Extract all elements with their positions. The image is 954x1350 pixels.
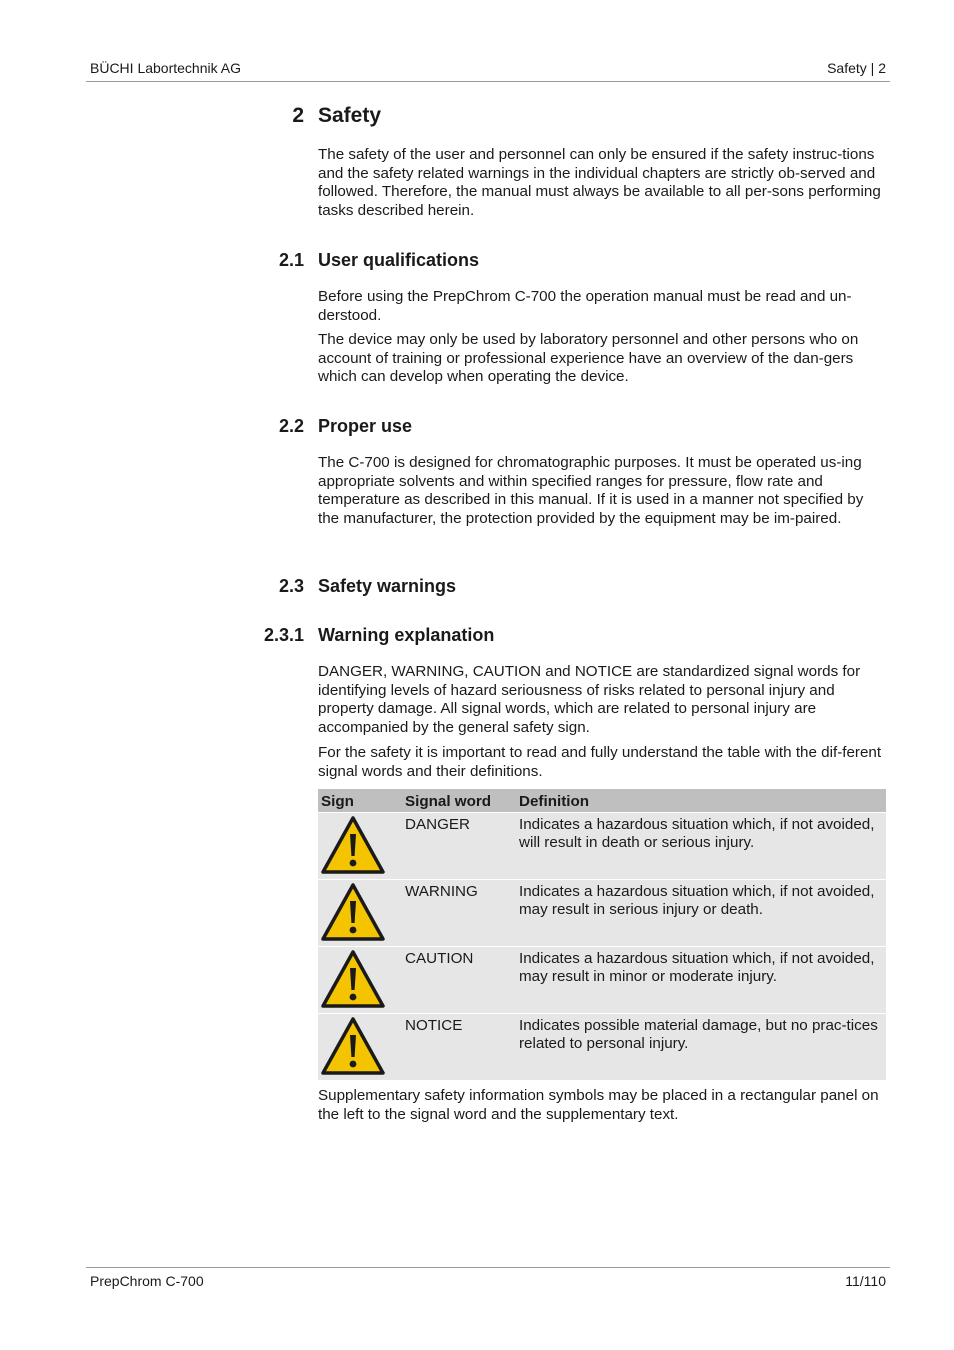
- table-row: [318, 879, 886, 946]
- heading-safety-warnings: [278, 576, 457, 597]
- table-header-definition: Definition: [516, 789, 886, 812]
- warning-explanation-p3: Supplementary safety information symbols may be placed in a rectangular panel on the left to the signal word and the supplementary text.: [318, 1087, 879, 1123]
- heading-number: 2.3.1: [263, 625, 304, 645]
- warning-explanation-p1: DANGER, WARNING, CAUTION and NOTICE are standardized signal words for identifying levels of hazard seriousness of risks related to personal injury and property damage. All signal words, which are related to personal injury are accompanied by the general safety sign.: [318, 663, 861, 736]
- heading-proper-use: [278, 416, 413, 437]
- user-qualifications-p2: The device may only be used by laboratory personnel and other persons who on account of training or professional experience have an overview of the dan-gers which can develop when operating the device.: [318, 331, 859, 386]
- warning-explanation-p2: For the safety it is important to read and fully understand the table with the dif-ferent signal words and their definitions.: [318, 744, 882, 780]
- section-title: Safety: [318, 104, 382, 127]
- footer-product: PrepChrom C-700: [90, 1273, 204, 1289]
- table-cell-definition: Indicates a hazardous situation which, if not avoided, will result in death or serious injury.: [516, 812, 886, 879]
- table-cell-sign: [318, 812, 402, 879]
- section-intro: The safety of the user and personnel can only be ensured if the safety instruc-tions and the safety related warnings in the individual chapters are strictly ob-served and followed. Therefore, the manual must always be available to all per-sons performing tasks described herein.: [318, 146, 881, 219]
- section-heading-safety: [292, 104, 382, 128]
- section-number: 2: [292, 104, 304, 127]
- heading-number: 2.2: [278, 416, 304, 436]
- user-qualifications-p1: Before using the PrepChrom C-700 the operation manual must be read and un-derstood.: [318, 288, 852, 324]
- table-cell-definition: Indicates a hazardous situation which, if not avoided, may result in minor or moderate injury.: [516, 946, 886, 1013]
- warning-triangle-icon: [320, 882, 386, 942]
- header-section: Safety | 2: [827, 60, 886, 76]
- header-company: BÜCHI Labortechnik AG: [90, 60, 241, 76]
- page-footer: [86, 1267, 890, 1291]
- table-cell-signal-word: CAUTION: [402, 946, 516, 1013]
- table-cell-signal-word: NOTICE: [402, 1013, 516, 1080]
- table-cell-sign: [318, 946, 402, 1013]
- table-cell-definition: Indicates a hazardous situation which, if not avoided, may result in serious injury or death.: [516, 879, 886, 946]
- heading-title: Proper use: [318, 416, 413, 436]
- heading-title: Warning explanation: [318, 625, 495, 645]
- warning-triangle-icon: [320, 815, 386, 875]
- table-cell-signal-word: DANGER: [402, 812, 516, 879]
- warning-triangle-icon: [320, 949, 386, 1009]
- table-cell-signal-word: WARNING: [402, 879, 516, 946]
- heading-title: User qualifications: [318, 250, 480, 270]
- heading-number: 2.1: [278, 250, 304, 270]
- heading-warning-explanation: [263, 625, 495, 646]
- table-header-signal-word: Signal word: [402, 789, 516, 812]
- table-cell-definition: Indicates possible material damage, but no prac-tices related to personal injury.: [516, 1013, 886, 1080]
- table-header-sign: Sign: [318, 789, 402, 812]
- table-header-row: [318, 789, 886, 812]
- heading-user-qualifications: [278, 250, 480, 271]
- proper-use-p1: The C-700 is designed for chromatographic purposes. It must be operated us-ing appropriate solvents and within specified ranges for pressure, flow rate and temperature as described in this manual. If it is used in a manner not specified by the manufacturer, the protection provided by the equipment may be im-paired.: [318, 454, 864, 527]
- table-row: [318, 946, 886, 1013]
- table-cell-sign: [318, 1013, 402, 1080]
- warning-triangle-icon: [320, 1016, 386, 1076]
- table-cell-sign: [318, 879, 402, 946]
- signal-word-table: [318, 789, 886, 1080]
- footer-page-number: 11/110: [845, 1273, 886, 1289]
- table-row: [318, 1013, 886, 1080]
- heading-title: Safety warnings: [318, 576, 457, 596]
- page-header: [86, 60, 890, 82]
- heading-number: 2.3: [278, 576, 304, 596]
- table-row: [318, 812, 886, 879]
